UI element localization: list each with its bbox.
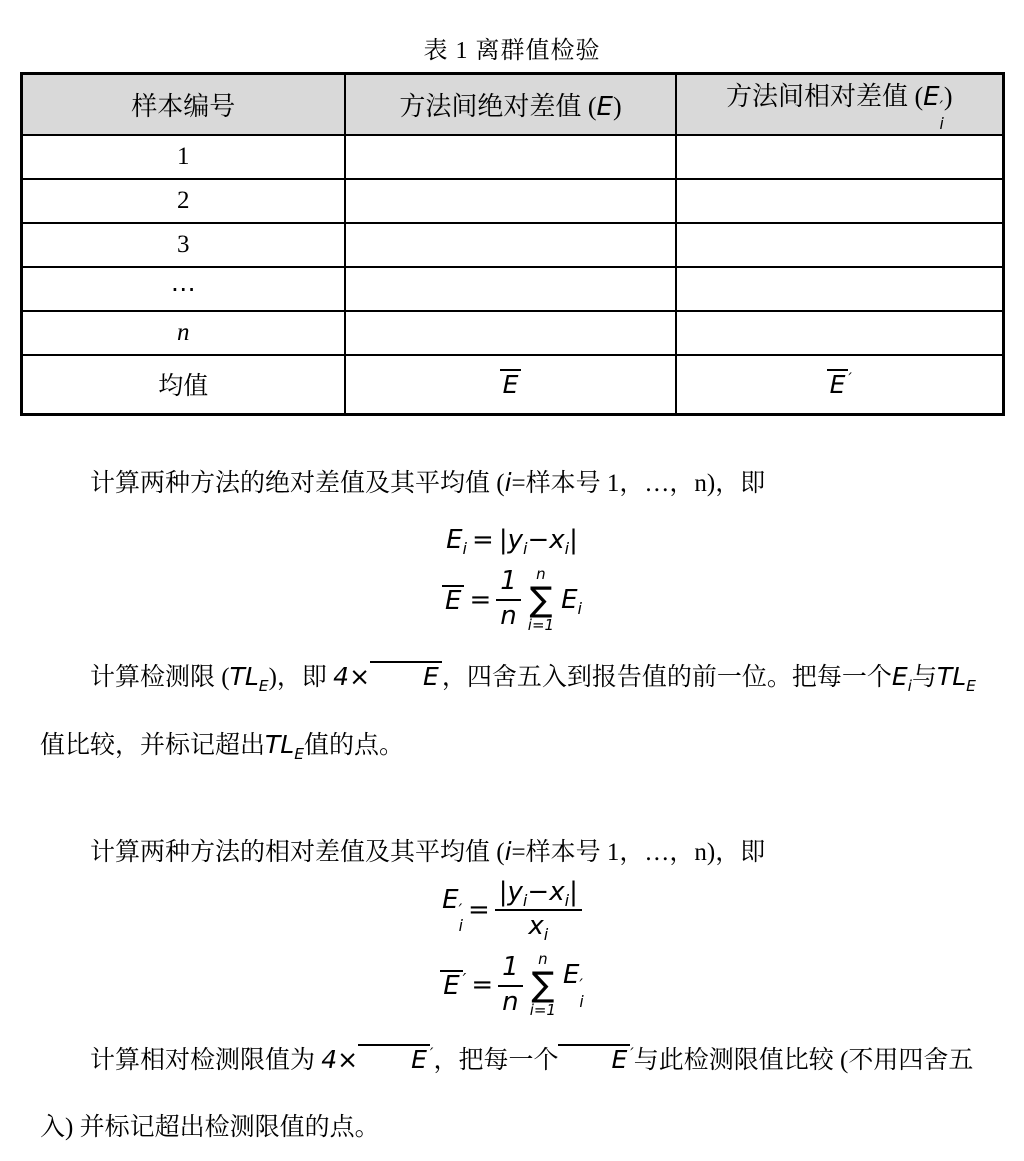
formula-rhs — [498, 524, 578, 558]
var-y: y — [507, 524, 523, 555]
text-run: )，即 — [268, 663, 334, 691]
prime-i-stack — [579, 977, 583, 1010]
formula-lhs — [442, 885, 463, 935]
times-sign: × — [337, 1045, 359, 1075]
cell-empty — [676, 223, 1003, 267]
subscript-i: i — [939, 114, 944, 133]
cell-empty — [345, 179, 676, 223]
sum-upper-limit: n — [538, 950, 548, 969]
formula-lhs — [440, 970, 466, 1001]
e-bar-symbol: E — [558, 1044, 630, 1073]
fraction-numerator: 1 — [496, 567, 521, 601]
subscript-i: i — [522, 538, 528, 558]
cell-empty — [345, 223, 676, 267]
formula-lhs — [446, 524, 468, 558]
subscript-i: i — [462, 538, 468, 558]
var-x: x — [549, 876, 565, 907]
paragraph-abs-intro — [40, 466, 994, 501]
equals-sign: = — [467, 894, 490, 925]
equals-sign: = — [471, 970, 494, 1001]
cell-empty — [345, 135, 676, 179]
formula-abs-diff — [0, 524, 1024, 558]
header-rel-diff-close: ) — [943, 82, 953, 112]
paragraph-rel-detection-limit — [40, 1026, 994, 1161]
fraction-numerator — [495, 878, 582, 912]
var-y: y — [507, 876, 523, 907]
abs-bar: | — [569, 524, 578, 555]
subscript-i: i — [577, 598, 582, 618]
header-rel-diff-symbol: E — [923, 82, 940, 113]
prime-mark: ′ — [579, 976, 583, 995]
cell-empty — [676, 135, 1003, 179]
header-sample-id — [21, 74, 345, 135]
sum-lower-limit: i=1 — [527, 615, 555, 634]
cell-sample-3: 3 — [21, 223, 345, 267]
var-E: E — [561, 584, 578, 615]
sum-term — [561, 584, 582, 618]
formula-rel-mean — [0, 952, 1024, 1018]
var-TL: TL — [936, 661, 967, 691]
e-bar-symbol: E — [500, 369, 522, 398]
subscript-E: E — [966, 676, 976, 695]
prime-mark: ′ — [458, 901, 463, 920]
sigma-symbol: ∑ — [529, 579, 553, 620]
subscript-i: i — [458, 917, 463, 936]
header-abs-diff-symbol: E — [596, 91, 613, 122]
header-sample-id-label: 样本编号 — [131, 91, 236, 121]
cell-empty — [345, 267, 676, 311]
fraction-1-over-n — [498, 953, 523, 1018]
number-4: 4 — [321, 1045, 338, 1075]
abs-bar: | — [498, 876, 508, 907]
fraction-denominator: n — [500, 601, 517, 632]
text-run: 值的点。 — [304, 731, 405, 759]
cell-mean-rel — [676, 355, 1003, 415]
var-x: x — [549, 524, 565, 555]
var-E: E — [562, 960, 580, 991]
header-abs-diff — [345, 74, 676, 135]
text-run: 值比较，并标记超出 — [40, 731, 266, 759]
e-bar-symbol: E — [358, 1044, 430, 1073]
fraction-rel — [495, 878, 582, 943]
var-E: E — [442, 885, 459, 916]
subscript-i: i — [579, 992, 584, 1011]
table-row — [21, 311, 1003, 355]
fraction-1-over-n — [496, 567, 521, 632]
var-x: x — [528, 911, 544, 942]
header-abs-diff-close: ) — [612, 91, 622, 121]
summation — [527, 564, 555, 634]
e-bar-symbol: E — [440, 970, 462, 1000]
var-TL: TL — [229, 661, 259, 691]
text-run: =样本号 1，…，n)，即 — [511, 470, 766, 497]
sum-upper-limit: n — [536, 564, 546, 583]
equals-sign: = — [469, 584, 492, 615]
subscript-i: i — [564, 890, 570, 910]
prime-mark: ′ — [462, 969, 467, 989]
fraction-numerator: 1 — [498, 953, 523, 987]
header-rel-diff — [676, 74, 1003, 135]
cell-sample-ellipsis: ⋯ — [21, 267, 345, 311]
fraction-denominator — [528, 911, 549, 945]
text-run: 计算检测限 ( — [90, 663, 230, 691]
cell-empty — [676, 311, 1003, 355]
var-TL: TL — [265, 729, 295, 759]
header-abs-diff-text: 方法间绝对差值 ( — [399, 91, 597, 121]
text-run: 与 — [911, 663, 937, 691]
subscript-E: E — [294, 744, 305, 763]
cell-sample-1: 1 — [21, 135, 345, 179]
cell-sample-n: n — [21, 311, 345, 355]
var-i: i — [504, 836, 512, 866]
cell-mean-abs — [345, 355, 676, 415]
sigma-symbol: ∑ — [531, 965, 555, 1006]
subscript-i: i — [543, 925, 549, 945]
paragraph-rel-intro — [40, 835, 994, 870]
text-run: 与此检测限值比较 (不用四舍五入) 并标记超出检测限值的点。 — [40, 1047, 974, 1142]
text-run: 计算两种方法的绝对差值及其平均值 ( — [90, 470, 505, 497]
prime-mark: ′ — [939, 98, 944, 117]
prime-mark: ′ — [848, 369, 852, 388]
table-row — [21, 135, 1003, 179]
text-run: 计算两种方法的相对差值及其平均值 ( — [90, 838, 505, 866]
summation — [530, 952, 556, 1018]
table-caption: 表 1 离群值检验 — [423, 38, 601, 64]
var-i: i — [504, 468, 512, 497]
table-row — [21, 267, 1003, 311]
paragraph-detection-limit — [40, 643, 994, 779]
e-bar-symbol: E — [370, 661, 442, 690]
subscript-i: i — [522, 890, 528, 910]
equals-sign: = — [472, 524, 494, 555]
text-run: ，四舍五入到报告值的前一位。把每一个 — [441, 663, 892, 691]
cell-sample-2: 2 — [21, 179, 345, 223]
cell-mean-label: 均值 — [21, 355, 345, 415]
prime-mark: ′ — [429, 1044, 434, 1063]
minus-sign: − — [527, 524, 550, 555]
abs-bar: | — [569, 876, 578, 907]
var-E: E — [891, 661, 908, 691]
text-run: 计算相对检测限值为 — [90, 1047, 322, 1075]
table-row — [21, 223, 1003, 267]
subscript-E: E — [258, 676, 269, 695]
text-run: ，把每一个 — [433, 1047, 559, 1075]
e-bar-prime-symbol: E — [827, 369, 849, 398]
table-header-row — [21, 74, 1003, 135]
abs-bar: | — [498, 524, 508, 555]
number-4: 4 — [333, 661, 350, 691]
prime-i-stack — [459, 902, 463, 935]
subscript-i: i — [564, 538, 570, 558]
table-mean-row — [21, 355, 1003, 415]
prime-mark: ′ — [630, 1044, 634, 1063]
times-sign: × — [349, 661, 371, 691]
outlier-test-table — [20, 72, 1005, 416]
var-E: E — [446, 524, 463, 555]
sum-term — [563, 960, 584, 1010]
formula-abs-mean — [0, 564, 1024, 634]
text-run: =样本号 1，…，n)，即 — [511, 838, 766, 866]
header-rel-diff-text: 方法间相对差值 ( — [725, 82, 924, 112]
formula-rel-diff — [0, 878, 1024, 943]
cell-empty — [676, 267, 1003, 311]
fraction-denominator: n — [502, 986, 519, 1017]
table-row — [21, 179, 1003, 223]
sum-lower-limit: i=1 — [529, 1001, 556, 1020]
e-bar-symbol: E — [442, 585, 464, 615]
minus-sign: − — [527, 876, 550, 907]
cell-empty — [676, 179, 1003, 223]
subscript-i: i — [907, 676, 912, 695]
cell-empty — [345, 311, 676, 355]
